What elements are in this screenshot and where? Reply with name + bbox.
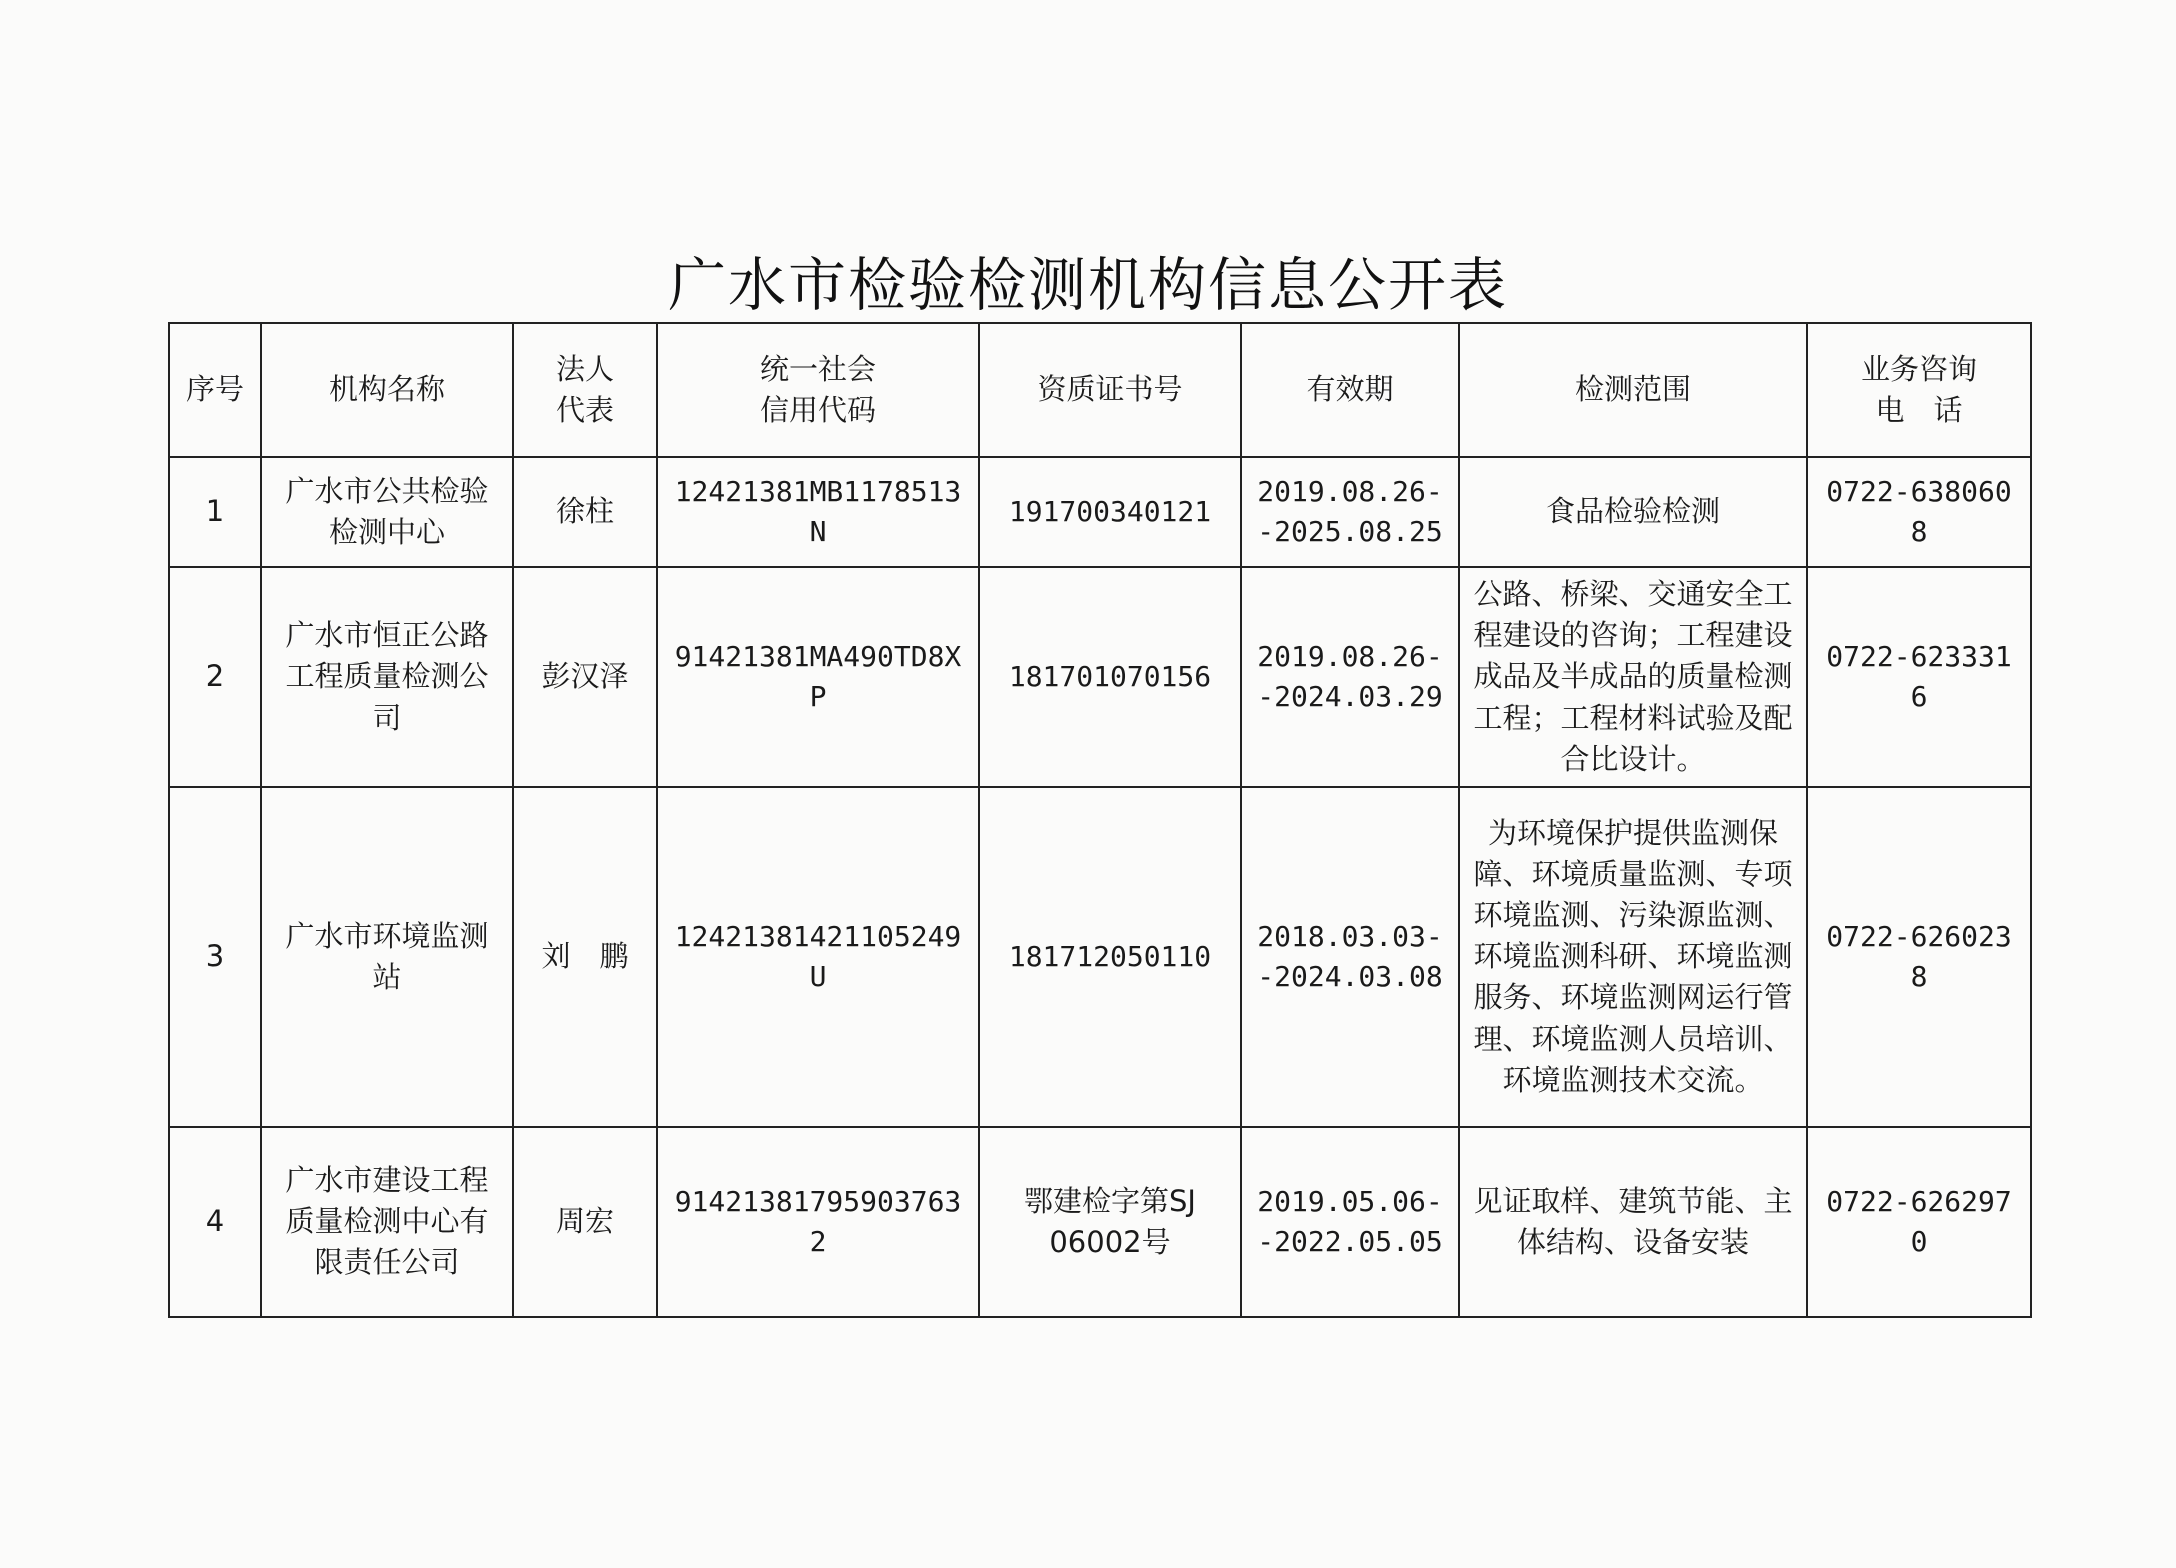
header-cert-no: 资质证书号 xyxy=(979,323,1241,457)
cell-scope: 见证取样、建筑节能、主体结构、设备安装 xyxy=(1459,1127,1807,1317)
cell-legal-rep: 徐柱 xyxy=(513,457,657,567)
cell-scope: 食品检验检测 xyxy=(1459,457,1807,567)
cell-name: 广水市建设工程质量检测中心有限责任公司 xyxy=(261,1127,513,1317)
table-row xyxy=(169,567,2031,787)
table-row xyxy=(169,1127,2031,1317)
cell-phone: 0722-6233316 xyxy=(1807,567,2031,787)
cell-phone: 0722-6380608 xyxy=(1807,457,2031,567)
cell-cert-no: 鄂建检字第SJ06002号 xyxy=(979,1127,1241,1317)
cell-cert-no: 181712050110 xyxy=(979,787,1241,1127)
cell-name: 广水市环境监测站 xyxy=(261,787,513,1127)
cell-validity: 2018.03.03--2024.03.08 xyxy=(1241,787,1459,1127)
cell-phone: 0722-6260238 xyxy=(1807,787,2031,1127)
cell-phone: 0722-6262970 xyxy=(1807,1127,2031,1317)
institution-info-table xyxy=(168,322,2032,1318)
cell-credit-code: 12421381421105249U xyxy=(657,787,979,1127)
cell-credit-code: 12421381MB1178513N xyxy=(657,457,979,567)
header-scope: 检测范围 xyxy=(1459,323,1807,457)
table-row xyxy=(169,457,2031,567)
header-name: 机构名称 xyxy=(261,323,513,457)
header-seq: 序号 xyxy=(169,323,261,457)
table-row xyxy=(169,787,2031,1127)
cell-legal-rep: 刘 鹏 xyxy=(513,787,657,1127)
cell-seq: 1 xyxy=(169,457,261,567)
cell-name: 广水市公共检验检测中心 xyxy=(261,457,513,567)
table-header-row xyxy=(169,323,2031,457)
header-legal-rep: 法人代表 xyxy=(513,323,657,457)
cell-validity: 2019.05.06--2022.05.05 xyxy=(1241,1127,1459,1317)
cell-credit-code: 914213817959037632 xyxy=(657,1127,979,1317)
cell-validity: 2019.08.26--2025.08.25 xyxy=(1241,457,1459,567)
header-validity: 有效期 xyxy=(1241,323,1459,457)
cell-name: 广水市恒正公路工程质量检测公司 xyxy=(261,567,513,787)
page-title: 广水市检验检测机构信息公开表 xyxy=(667,251,1508,319)
cell-credit-code: 91421381MA490TD8XP xyxy=(657,567,979,787)
cell-validity: 2019.08.26--2024.03.29 xyxy=(1241,567,1459,787)
cell-seq: 4 xyxy=(169,1127,261,1317)
header-phone: 业务咨询电 话 xyxy=(1807,323,2031,457)
cell-cert-no: 181701070156 xyxy=(979,567,1241,787)
cell-seq: 2 xyxy=(169,567,261,787)
cell-legal-rep: 周宏 xyxy=(513,1127,657,1317)
cell-scope: 公路、桥梁、交通安全工程建设的咨询；工程建设成品及半成品的质量检测工程；工程材料试验及配合比设计。 xyxy=(1459,567,1807,787)
cell-seq: 3 xyxy=(169,787,261,1127)
cell-cert-no: 191700340121 xyxy=(979,457,1241,567)
cell-legal-rep: 彭汉泽 xyxy=(513,567,657,787)
cell-scope: 为环境保护提供监测保障、环境质量监测、专项环境监测、污染源监测、环境监测科研、环境监测服务、环境监测网运行管理、环境监测人员培训、环境监测技术交流。 xyxy=(1459,787,1807,1127)
header-credit-code: 统一社会信用代码 xyxy=(657,323,979,457)
